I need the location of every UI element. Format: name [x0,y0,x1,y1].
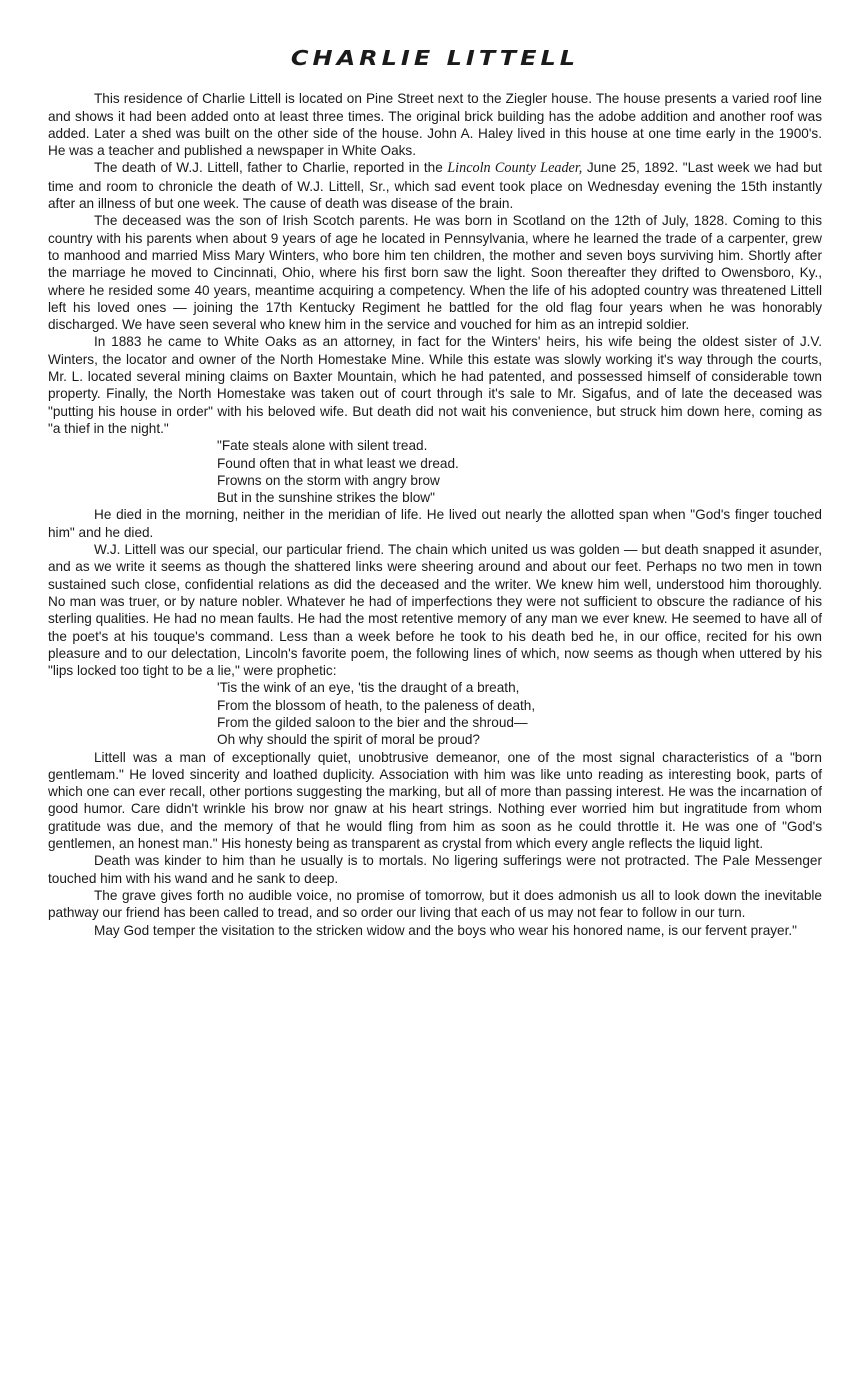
poem-line: Oh why should the spirit of moral be proud? [217,732,480,748]
paragraph-grave: The grave gives forth no audible voice, no promise of tomorrow, but it does admonish us all to look down the inevitable pathway our friend has been called to tread, and so order our living that each of us may not fear to follow in our turn. [48,887,822,921]
death-report-body: June 25, 1892. "Last week we had but time and room to chronicle the death of W.J. Littell, Sr., which sad event took place on Wednesday evening the 15th instantly after an illness of but one week. The cause of death was disease of the brain. [48,160,822,212]
paragraph-residence: This residence of Charlie Littell is located on Pine Street next to the Ziegler house. The house presents a varied roof line and shows it had been added onto at least three times. The original brick building has the adobe addition and another roof was added. Later a shed was built on the other side of the house. John A. Haley lived in this house at one time early in the 1900's. He was a teacher and published a newspaper in White Oaks. [48,91,822,159]
poem-fate [48,437,822,506]
paragraph-biography: The deceased was the son of Irish Scotch parents. He was born in Scotland on the 12th of July, 1828. Coming to this country with his parents when about 9 years of age he located in Pennsylvania, where he learned the trade of a carpenter, grew to manhood and married Miss Mary Winters, who bore him ten children, the mother and seven boys surviving him. Shortly after the marriage he moved to Cincinnati, Ohio, where his first born saw the light. Soon thereafter they drifted to Owensboro, Ky., where he resided some 40 years, meantime acquiring a competency. When the life of his adopted country was threatened Littell left his loved ones — joining the 17th Kentucky Regiment he battled for the old flag four years when he was honorably discharged. We have seen several who knew him in the service and vouched for him as an intrepid soldier. [48,213,822,333]
document-title: CHARLIE LITTELL [290,46,580,70]
paragraph-friend: W.J. Littell was our special, our particular friend. The chain which united us was golden — but death snapped it asunder, and as we write it seems as though the shattered links were sheering around and about our feet. Perhaps no two men in town sustained such close, confidential relations as did the deceased and the writer. We knew him well, understood him thoroughly. No man was truer, or by nature nobler. Whatever he had of imperfections they were not sufficient to obscure the radiance of his sterling qualities. He had no mean faults. He had the most retentive memory of any man we ever knew. He seemed to have all of the poet's at his touque's command. Less than a week before he took to his death bed he, in our office, recited for his own pleasure and to our delectation, Lincoln's favorite poem, the following lines of which, now seems as though when uttered by his "lips locked too tight to be a lie," were prophetic: [48,542,822,679]
poem-line: From the blossom of heath, to the paleness of death, [217,697,536,713]
paragraph-white-oaks: In 1883 he came to White Oaks as an attorney, in fact for the Winters' heirs, his wife being the oldest sister of J.V. Winters, the locator and owner of the North Homestake Mine. While this estate was slowly working it's way through the courts, Mr. L. located several mining claims on Baxter Mountain, which he had patented, and possessed himself of considerable town property. Finally, the North Homestake was taken out of court through it's sale to Mr. Sigafus, and of late the deceased was "putting his house in order" with his beloved wife. But death did not wait his convenience, but struck him down here, coming as "a thief in the night." [48,334,822,436]
paragraph-character: Littell was a man of exceptionally quiet, unobtrusive demeanor, one of the most signal characteristics of a "born gentlemam." He loved sincerity and loathed duplicity. Association with him was like unto reading as interesting book, parts of which one can ever recall, other portions suggesting the marking, but all of more than passing interest. He was the incarnation of good humor. Care didn't wrinkle his brow nor gnaw at his heart strings. Nothing ever worried him but ingratitude from whom gratitude was due, and the memory of that he would fling from him as soon as he could throttle it. He was one of "God's gentlemen, an honest man." His honesty being as transparent as crystal from which every angle reflects the liquid light. [48,749,822,852]
poem-line: Found often that in what least we dread. [217,455,459,471]
poem-line: But in the sunshine strikes the blow" [217,490,435,506]
paragraph-died-morning: He died in the morning, neither in the meridian of life. He lived out nearly the allotted span when "God's finger touched him" and he died. [48,507,822,540]
death-report-intro: The death of W.J. Littell, father to Charlie, reported in the [94,160,448,176]
poem-line: From the gilded saloon to the bier and the shroud— [217,714,528,730]
document-page [48,46,822,939]
paragraph-death-kinder: Death was kinder to him than he usually is to mortals. No ligering sufferings were not protracted. The Pale Messenger touched him with his wand and he sank to deep. [48,853,822,886]
paragraph-death-report [48,159,822,212]
poem-line: Frowns on the storm with angry brow [217,472,440,488]
paragraph-prayer: May God temper the visitation to the stricken widow and the boys who wear his honored name, is our fervent prayer." [94,922,797,938]
poem-line: "Fate steals alone with silent tread. [217,438,428,454]
poem-line: 'Tis the wink of an eye, 'tis the draught of a breath, [217,680,520,696]
newspaper-name: Lincoln County Leader, [447,160,583,177]
poem-lincoln [48,679,822,748]
